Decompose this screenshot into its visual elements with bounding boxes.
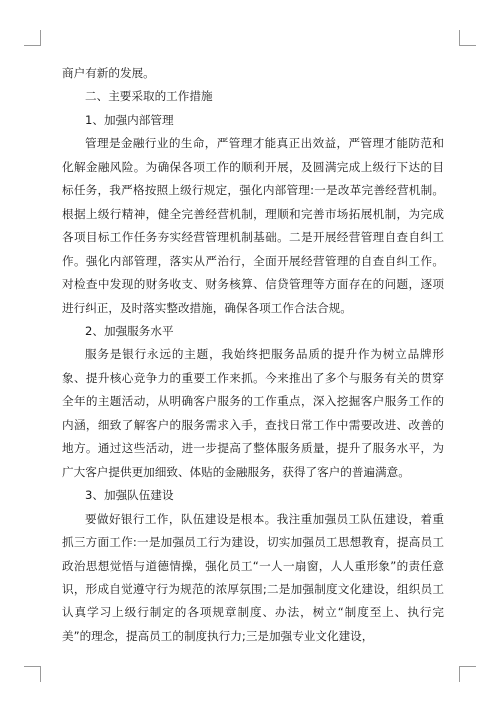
crop-mark-bottom-right-horizontal bbox=[460, 666, 476, 667]
crop-mark-bottom-right-vertical bbox=[459, 666, 460, 682]
subheading-internal-management: 1、加强内部管理 bbox=[85, 112, 174, 127]
crop-mark-top-right-vertical bbox=[459, 30, 460, 46]
subheading-team-building: 3、加强队伍建设 bbox=[85, 488, 174, 503]
paragraph-internal-management: 管理是金融行业的生命，严管理才能真正出效益，严管理才能防范和化解金融风险。为确保各项工作的顺利开展，及圆满完成上级行下达的目标任务，我严格按照上级行规定，强化内部管理:一是改革完善经营机制。根据上级行精神，健全完善经营机制，理顺和完善市场拓展机制，为完成各项目标工作任务夯实经营管理机制基础。二是开展经营管理自查自纠工作。强化内部管理，落实从严治行，全面开展经营管理的自查自纠工作。对检查中发现的财务收支、财务核算、信贷管理等方面存在的问题，逐项进行纠正，及时落实整改措施，确保各项工作合法合规。 bbox=[62, 136, 444, 315]
paragraph-service-level: 服务是银行永远的主题，我始终把服务品质的提升作为树立品牌形象、提升核心竞争力的重要工作来抓。今来推出了多个与服务有关的贯穿全年的主题活动，从明确客户服务的工作重点，深入挖掘客户服务工作的内涵，细致了解客户的服务需求入手，查找日常工作中需要改进、改善的地方。通过这些活动，进一步提高了整体服务质量，提升了服务水平，为广大客户提供更加细致、体贴的金融服务，获得了客户的普遍满意。 bbox=[62, 347, 444, 479]
paragraph-continuation: 商户有新的发展。 bbox=[62, 66, 155, 80]
crop-mark-top-left-horizontal bbox=[24, 45, 40, 46]
crop-mark-top-left-vertical bbox=[40, 30, 41, 46]
paragraph-team-building: 要做好银行工作，队伍建设是根本。我注重加强员工队伍建设，着重抓三方面工作:一是加强员工行为建设，切实加强员工思想教育，提高员工政治思想觉悟与道德情操，强化员工“一人一扇窗，人人重形象”的责任意识，形成自觉遵守行为规范的浓厚氛围;二是加强制度文化建设，组织员工认真学习上级行制定的各项规章制度、办法，树立“制度至上、执行完美”的理念，提高员工的制度执行力;三是加强专业文化建设， bbox=[62, 511, 444, 643]
section-heading-measures: 二、主要采取的工作措施 bbox=[85, 89, 213, 104]
crop-mark-bottom-left-horizontal bbox=[24, 666, 40, 667]
crop-mark-bottom-left-vertical bbox=[40, 666, 41, 682]
document-body bbox=[62, 62, 444, 648]
subheading-service-level: 2、加强服务水平 bbox=[85, 323, 174, 338]
crop-mark-top-right-horizontal bbox=[460, 45, 476, 46]
